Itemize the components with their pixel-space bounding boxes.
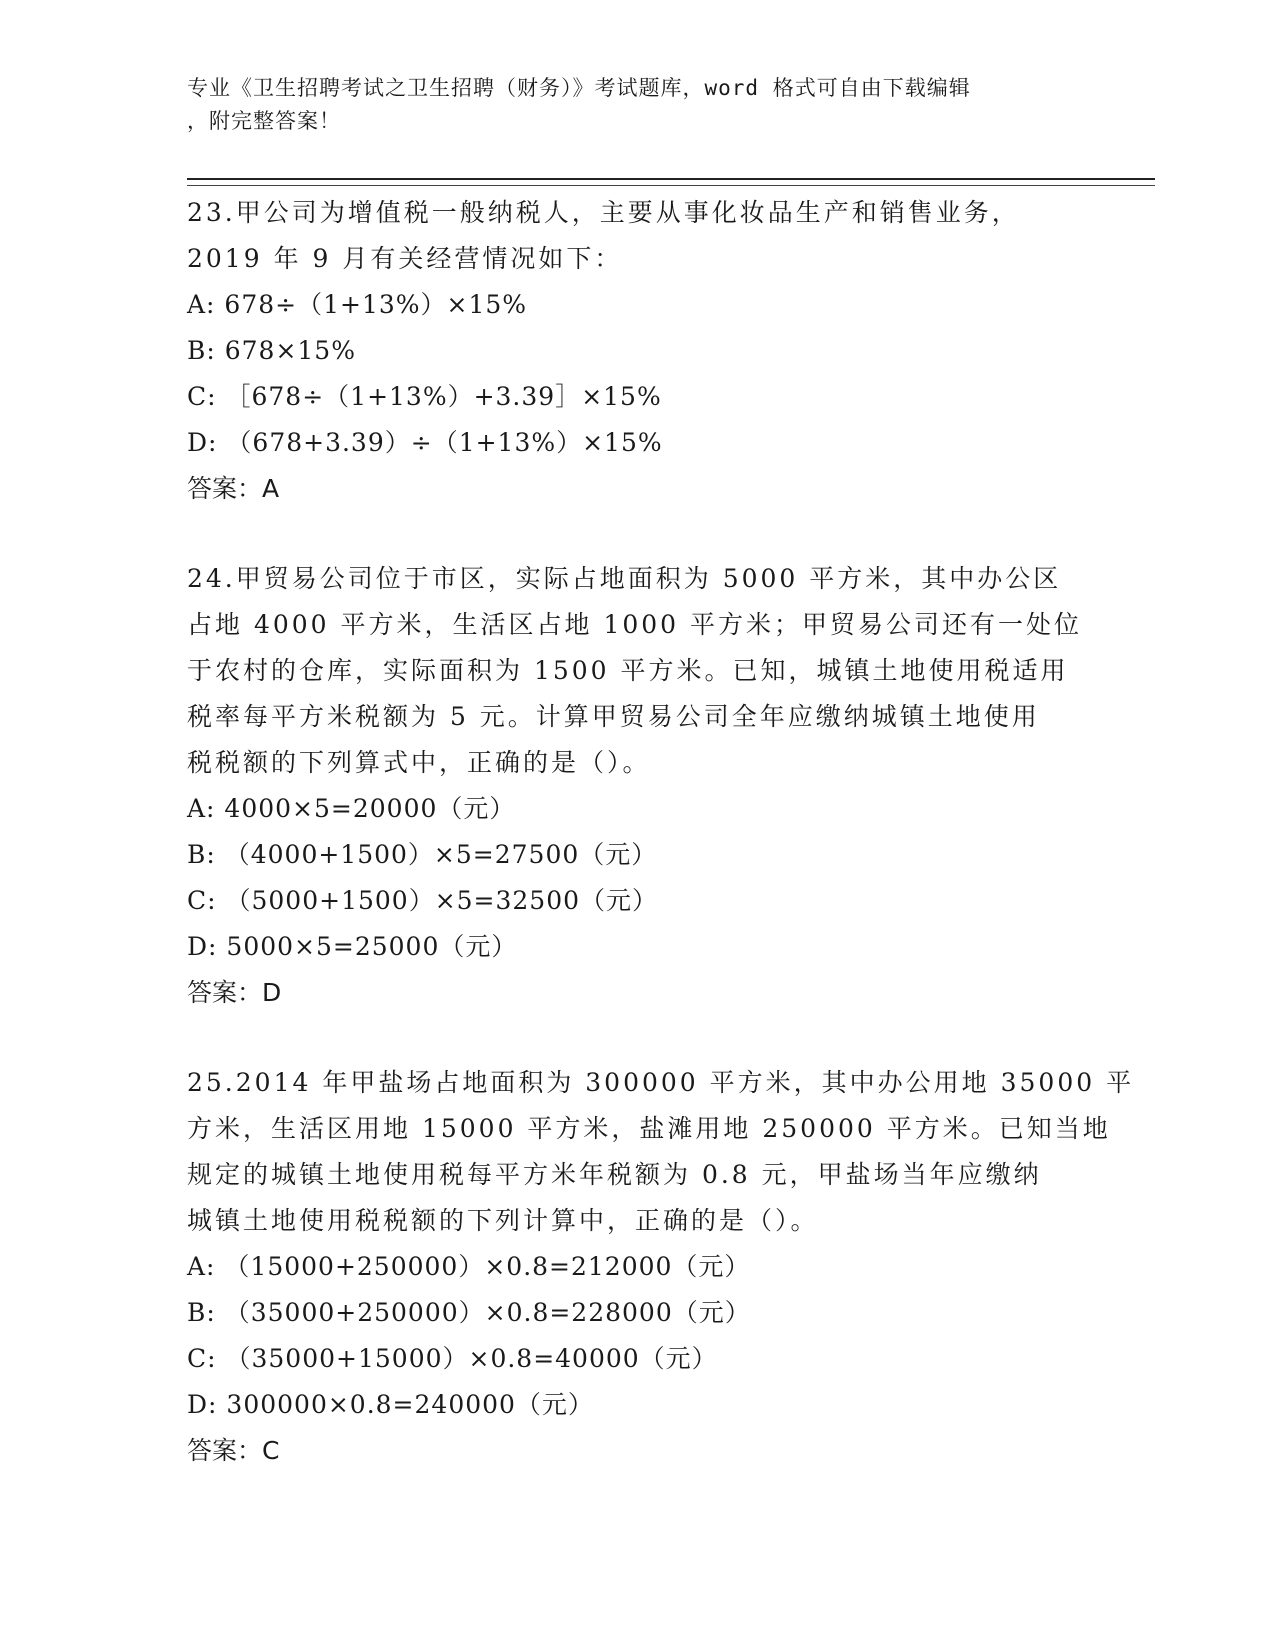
question-25	[187, 1060, 1135, 1474]
option-a: A: 4000×5=20000（元）	[187, 794, 516, 823]
answer: 答案：A	[187, 474, 280, 503]
option-b: B: （4000+1500）×5=27500（元）	[187, 840, 658, 869]
option-b: B: 678×15%	[187, 336, 356, 365]
question-stem-line: 税税额的下列算式中，正确的是（）。	[187, 748, 651, 777]
question-stem-line: 规定的城镇土地使用税每平方米年税额为 0.8 元，甲盐场当年应缴纳	[187, 1160, 1042, 1189]
question-stem-line: 税率每平方米税额为 5 元。计算甲贸易公司全年应缴纳城镇土地使用	[187, 702, 1040, 731]
question-list	[187, 190, 1135, 1474]
question-stem-line: 2019 年 9 月有关经营情况如下：	[187, 244, 623, 273]
header-line-2: ，附完整答案！	[187, 109, 341, 133]
answer: 答案：C	[187, 1436, 280, 1465]
question-stem-line: 于农村的仓库，实际面积为 1500 平方米。已知，城镇土地使用税适用	[187, 656, 1069, 685]
question-stem-line: 方米，生活区用地 15000 平方米，盐滩用地 250000 平方米。已知当地	[187, 1114, 1111, 1143]
question-spacer	[187, 512, 1087, 556]
question-stem-line: 占地 4000 平方米，生活区占地 1000 平方米；甲贸易公司还有一处位	[187, 610, 1083, 639]
option-a: A: （15000+250000）×0.8=212000（元）	[187, 1252, 751, 1281]
question-stem-line: 24.甲贸易公司位于市区，实际占地面积为 5000 平方米，其中办公区	[187, 564, 1062, 593]
option-a: A: 678÷（1+13%）×15%	[187, 290, 528, 319]
option-d: D: 5000×5=25000（元）	[187, 932, 518, 961]
question-stem-line: 城镇土地使用税税额的下列计算中，正确的是（）。	[187, 1206, 819, 1235]
option-c: C: ［678÷（1+13%）+3.39］×15%	[187, 382, 662, 411]
document-header	[187, 72, 1087, 138]
option-c: C: （5000+1500）×5=32500（元）	[187, 886, 659, 915]
header-divider-thick	[187, 178, 1155, 180]
question-stem-line: 23.甲公司为增值税一般纳税人，主要从事化妆品生产和销售业务，	[187, 198, 1020, 227]
question-spacer	[187, 1016, 1087, 1060]
option-d: D: （678+3.39）÷（1+13%）×15%	[187, 428, 663, 457]
question-23	[187, 190, 1087, 512]
option-c: C: （35000+15000）×0.8=40000（元）	[187, 1344, 718, 1373]
option-d: D: 300000×0.8=240000（元）	[187, 1390, 594, 1419]
header-line-1: 专业《卫生招聘考试之卫生招聘（财务）》考试题库，word 格式可自由下载编辑	[187, 76, 971, 100]
answer: 答案：D	[187, 978, 282, 1007]
question-24	[187, 556, 1087, 1016]
option-b: B: （35000+250000）×0.8=228000（元）	[187, 1298, 751, 1327]
question-stem-line: 25.2014 年甲盐场占地面积为 300000 平方米，其中办公用地 35000 平	[187, 1068, 1135, 1097]
header-divider-thin	[187, 185, 1155, 186]
